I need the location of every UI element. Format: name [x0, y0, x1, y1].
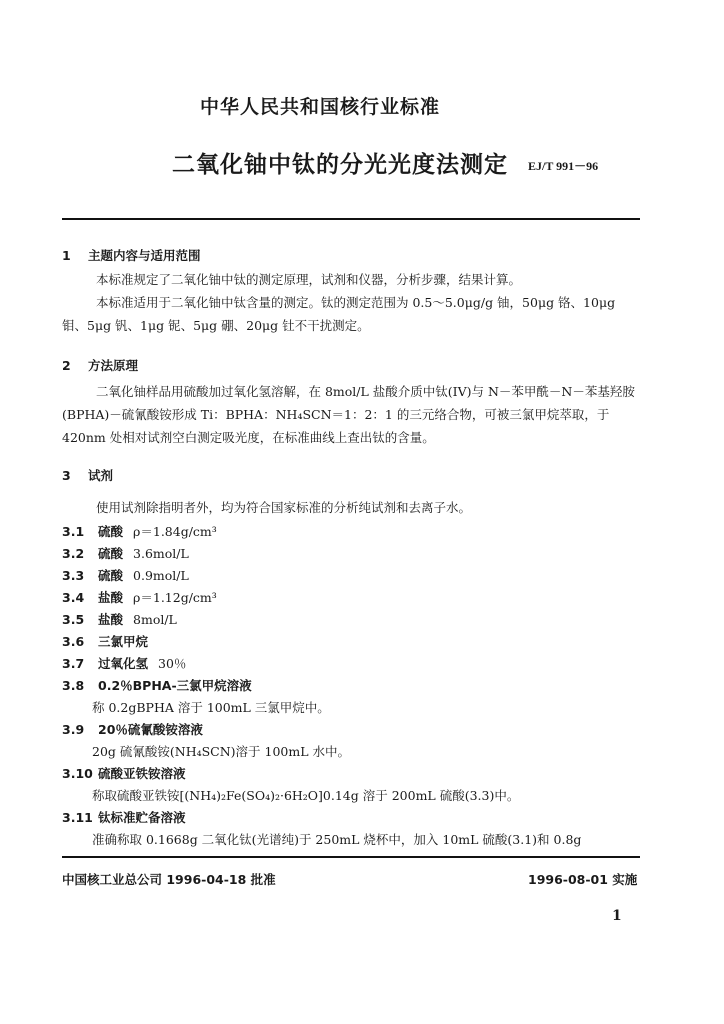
section-1-paragraph-2: [62, 291, 642, 337]
reagent-item: 3.4 盐酸 ρ＝1.12g/cm³: [62, 590, 217, 605]
section-number: 1: [62, 248, 71, 263]
header-rule: [62, 218, 640, 220]
standard-code: EJ/T 991－96: [528, 159, 599, 173]
section-2-heading: [62, 356, 138, 374]
footer-rule: [62, 856, 640, 858]
reagent-item: 3.11 钛标准贮备溶液: [62, 810, 186, 825]
section-title: 方法原理: [88, 358, 139, 373]
reagent-item: 3.9 20％硫氰酸铵溶液: [62, 722, 203, 737]
reagent-instruction: 准确称取 0.1668g 二氧化钛(光谱纯)于 250mL 烧杯中，加入 10mL 硫酸(3.1)和 0.8g: [92, 832, 582, 847]
reagent-instruction: 20g 硫氰酸铵(NH₄SCN)溶于 100mL 水中。: [92, 744, 351, 759]
paragraph-text: 使用试剂除指明者外，均为符合国家标准的分析纯试剂和去离子水。: [96, 500, 472, 515]
section-2-paragraph: [62, 380, 642, 449]
reagent-instruction: 称取硫酸亚铁铵[(NH₄)₂Fe(SO₄)₂·6H₂O]0.14g 溶于 200mL 硫酸(3.3)中。: [92, 788, 520, 803]
industry-standard-label: 中华人民共和国核行业标准: [200, 96, 441, 118]
reagent-item: 3.6 三氯甲烷: [62, 634, 149, 649]
document-title: 二氧化铀中钛的分光光度法测定: [172, 152, 508, 178]
approval-line: 中国核工业总公司 1996-04-18 批准: [62, 872, 276, 887]
section-title: 主题内容与适用范围: [88, 248, 201, 263]
section-number: 3: [62, 468, 71, 483]
reagent-item: 3.10 硫酸亚铁铵溶液: [62, 766, 186, 781]
section-3-heading: [62, 466, 113, 484]
section-1-paragraph-1: [62, 268, 642, 291]
section-3-intro: [62, 496, 642, 519]
reagent-item: 3.5 盐酸 8mol/L: [62, 612, 177, 627]
reagent-item: 3.3 硫酸 0.9mol/L: [62, 568, 189, 583]
effective-date: 1996-08-01 实施: [528, 872, 638, 887]
page-number: 1: [612, 908, 622, 924]
reagent-item: 3.8 0.2％BPHA-三氯甲烷溶液: [62, 678, 252, 693]
reagent-item: 3.1 硫酸 ρ＝1.84g/cm³: [62, 524, 217, 539]
section-1-heading: [62, 246, 201, 264]
section-number: 2: [62, 358, 71, 373]
section-title: 试剂: [88, 468, 114, 483]
paragraph-text: 二氧化铀样品用硫酸加过氧化氢溶解，在 8mol/L 盐酸介质中钛(IV)与 N－苯甲酰－N－苯基羟胺(BPHA)－硫氰酸铵形成 Ti：BPHA：NH₄SCN＝1：2：1 的三元络合物，可被三氯甲烷萃取，于 420nm 处相对试剂空白测定吸光度，在标准曲线上查出钛的含量。: [62, 384, 635, 445]
reagent-item: 3.7 过氧化氢 30％: [62, 656, 187, 671]
reagent-item: 3.2 硫酸 3.6mol/L: [62, 546, 189, 561]
reagent-instruction: 称 0.2gBPHA 溶于 100mL 三氯甲烷中。: [92, 700, 330, 715]
paragraph-text: 本标准规定了二氧化铀中钛的测定原理，试剂和仪器，分析步骤，结果计算。: [96, 272, 522, 287]
paragraph-text: 本标准适用于二氧化铀中钛含量的测定。钛的测定范围为 0.5～5.0μg/g 铀，50μg 铬、10μg 钼、5μg 钒、1μg 铌、5μg 硼、20μg 钍不干扰测定。: [62, 295, 616, 333]
